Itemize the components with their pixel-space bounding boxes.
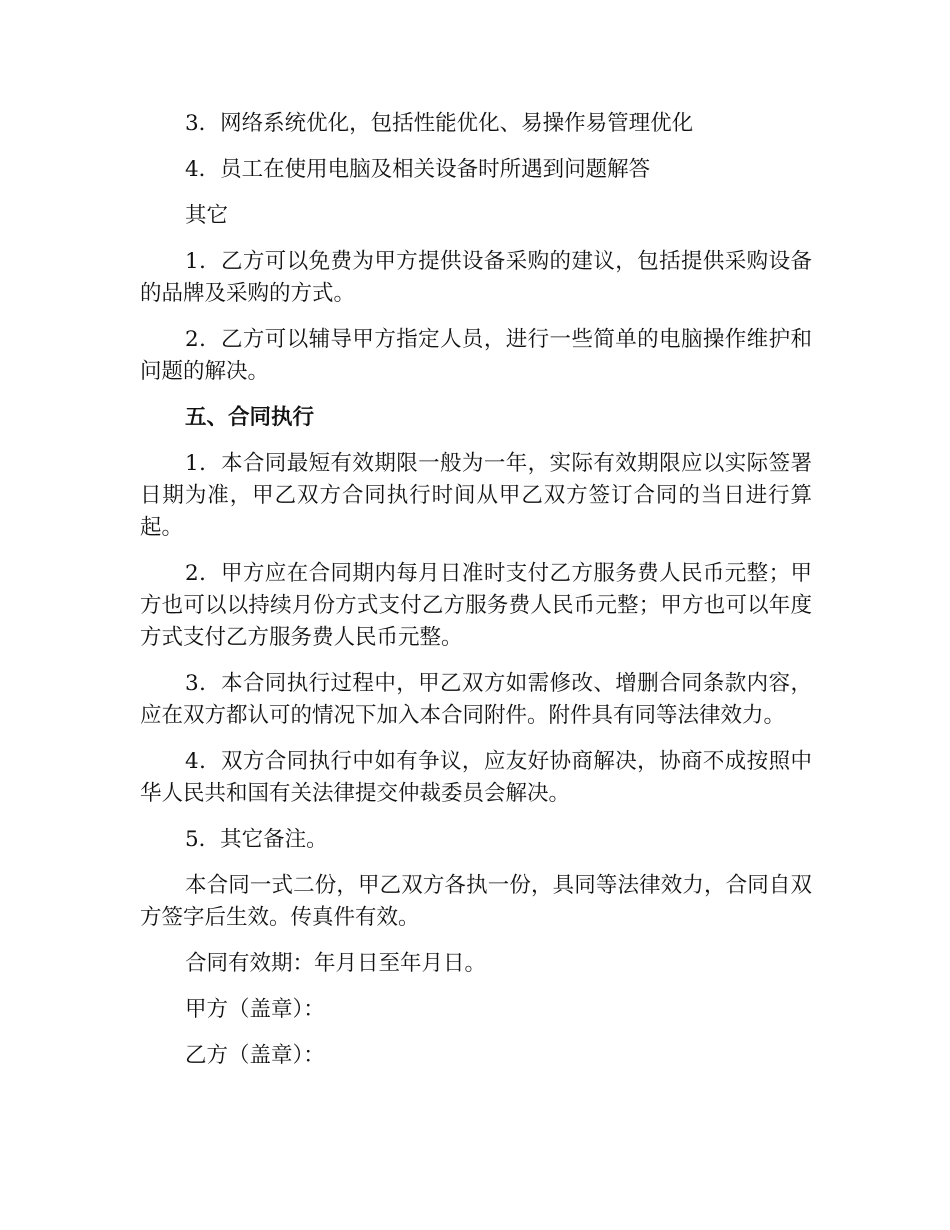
paragraph-item-3-network-optimization: 3．网络系统优化，包括性能优化、易操作易管理优化 <box>185 111 694 136</box>
clause-5-notes: 5．其它备注。 <box>185 827 328 852</box>
party-a-seal-line: 甲方（盖章）： <box>185 997 325 1022</box>
clause-1-term: 1．本合同最短有效期限一般为一年，实际有效期限应以实际签署日期为准，甲乙双方合同执行时间从甲乙双方签订合同的当日进行算起。 <box>140 451 812 540</box>
paragraph-item-4-employee-support: 4．员工在使用电脑及相关设备时所遇到问题解答 <box>185 157 651 182</box>
paragraph-other-2-training: 2．乙方可以辅导甲方指定人员，进行一些简单的电脑操作维护和问题的解决。 <box>140 327 812 384</box>
clause-2-payment: 2．甲方应在合同期内每月日准时支付乙方服务费人民币元整；甲方也可以以持续月份方式支付乙方服务费人民币元整；甲方也可以年度方式支付乙方服务费人民币元整。 <box>140 561 812 650</box>
clause-4-disputes: 4．双方合同执行中如有争议，应友好协商解决，协商不成按照中华人民共和国有关法律提交仲裁委员会解决。 <box>140 749 812 806</box>
paragraph-contract-period: 合同有效期：年月日至年月日。 <box>185 951 487 976</box>
paragraph-copies-validity: 本合同一式二份，甲乙双方各执一份，具同等法律效力，合同自双方签字后生效。传真件有效。 <box>140 873 812 930</box>
party-b-seal-line: 乙方（盖章）： <box>185 1043 325 1068</box>
paragraph-other-1-procurement: 1．乙方可以免费为甲方提供设备采购的建议，包括提供采购设备的品牌及采购的方式。 <box>140 249 812 306</box>
paragraph-other-label: 其它 <box>185 203 229 228</box>
section-heading-contract-execution: 五、合同执行 <box>185 405 315 430</box>
document-body <box>140 108 812 1086</box>
clause-3-amendments: 3．本合同执行过程中，甲乙双方如需修改、增删合同条款内容，应在双方都认可的情况下加入本合同附件。附件具有同等法律效力。 <box>140 671 812 728</box>
